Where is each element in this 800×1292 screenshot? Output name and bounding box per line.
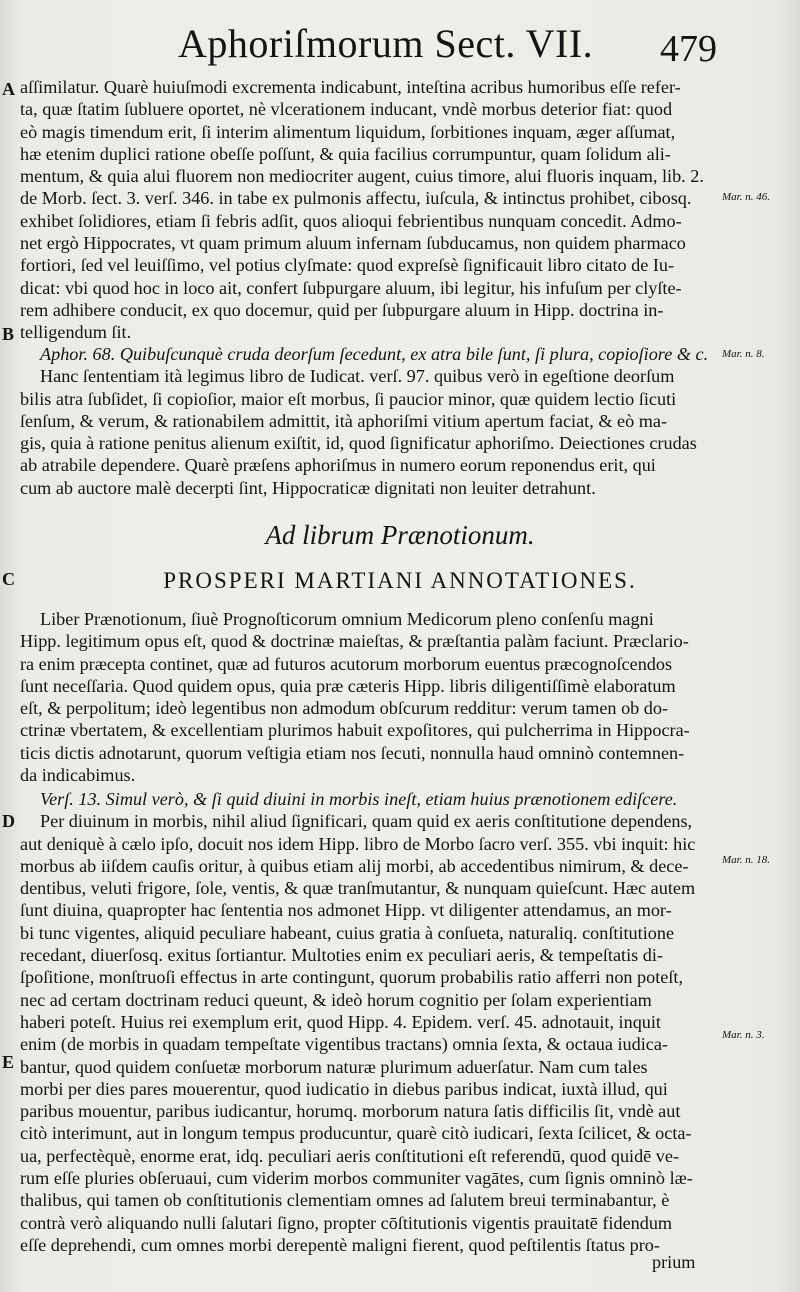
- text-line: ſunt neceſſaria. Quod quidem opus, quia præ cæteris Hipp. libris diligentiſſimè elaboratum: [20, 675, 676, 696]
- text-line: Liber Prænotionum, ſiuè Prognoſticorum omnium Medicorum pleno conſenſu magni: [40, 609, 654, 629]
- aphorism-68-commentary: [20, 343, 712, 499]
- text-line: eò magis timendum erit, ſi interim alimentum liquidum, ſorbitiones inquam, æger aſſumat,: [20, 121, 676, 142]
- text-line: ra enim præcepta continet, quæ ad futuros acutorum morborum euentus præcognoſcendos: [20, 653, 673, 674]
- text-line: ctrinæ vbertatem, & excellentiam plurimos habuit expoſitores, qui pulcherrima in Hippocra-: [20, 720, 690, 741]
- text-line: dicat: vbi quod hoc in loco ait, confert ſubpurgare aluum, ibi legitur, his infuſum per clyſte-: [20, 277, 682, 298]
- margin-note: Mar. n. 3.: [722, 1029, 765, 1041]
- margin-note: Mar. n. 46.: [722, 191, 770, 203]
- text-line: eſſe deprehendi, cum omnes morbi derepentè maligni fierent, quod peſtilentis ſtatus pro-: [20, 1234, 660, 1255]
- text-line: bilis atra ſubſidet, ſi copioſior, maior eſt morbus, ſi paucior minor, quæ quidem lectio ſicuti: [20, 388, 677, 409]
- text-line: aut deniquè à cælo ipſo, docuit nos idem Hipp. libro de Morbo ſacro verſ. 355. vbi inquit: hic: [20, 833, 696, 854]
- text-line: de Morb. ſect. 3. verſ. 346. in tabe ex pulmonis affectu, iuſcula, & intinctus prohibet, cibosq.: [20, 188, 692, 209]
- lemma-label: Aphor. 68.: [40, 344, 116, 364]
- text-line: Hipp. legitimum opus eſt, quod & doctrinæ maieſtas, & præſtantia palàm faciunt. Præclario-: [20, 631, 689, 652]
- margin-letter-b: B: [2, 324, 15, 344]
- lemma-label: Verſ. 13.: [40, 789, 102, 809]
- text-line: bantur, quod quidem conſuetæ morborum naturæ plurimum aduerſatur. Nam cum tales: [20, 1056, 648, 1077]
- text-line: haberi poteſt. Huius rei exemplum erit, quod Hipp. 4. Epidem. verſ. 45. adnotauit, inquit: [20, 1011, 661, 1032]
- text-line: thalibus, qui tamen ob conſtitutionis clementiam omnes ad ſalutem breui terminabantur, è: [20, 1190, 670, 1211]
- text-line: nec ad certam doctrinam reduci queunt, & ideò horum cognitio per ſolam experientiam: [20, 989, 652, 1010]
- lemma-text: Quibuſcunquè cruda deorſum ſecedunt, ex atra bile ſunt, ſi plura, copioſiore & c.: [119, 344, 709, 364]
- text-line: eſt, & perpolitum; ideò legentibus non admodum obſcurum redditur: verum tamen ob do-: [20, 698, 669, 719]
- margin-letter-c: C: [2, 569, 15, 589]
- text-line: rum eſſe pluries obſeruaui, cum viderim morbos communiter vagātes, cum ſignis omninò læ-: [20, 1168, 693, 1189]
- text-line: recedant, diuerſosq. exitus ſortiantur. Multoties enim ex peculiari aeris, & tempeſtatis di-: [20, 945, 663, 966]
- text-line: morbi per dies pares mouerentur, quod iudicatio in diebus paribus indicat, iuxtà illud, qui: [20, 1078, 668, 1099]
- text-line: rem adhibere conducit, ex quo docemur, quid per ſubpurgare aluum in Hipp. doctrina in-: [20, 299, 664, 320]
- text-line: ta, quæ ſtatim ſubluere oportet, nè vlcerationem inducant, vndè morbus deterior fiat: quod: [20, 99, 673, 120]
- text-line: ſpoſitione, monſtruoſi effectus in arte contingunt, quorum probabilis ratio afferri non poteſt,: [20, 967, 684, 988]
- text-line: exhibet ſolidiores, etiam ſi febris adſit, quos alioqui febrientibus nunquam concedit. Admo-: [20, 210, 682, 231]
- text-line: hæ etenim duplici ratione obeſſe poſſunt, & quia facilius corrumpuntur, quam ſolidum ali-: [20, 143, 671, 164]
- text-line: Hanc ſententiam ità legimus libro de Iudicat. verſ. 97. quibus verò in egeſtione deorſum: [40, 366, 675, 387]
- running-title: Aphoriſmorum Sect. VII.: [178, 21, 594, 66]
- text-line: citò interimunt, aut in longum tempus producuntur, quarè citò iudicari, ſexta ſcilicet, & octa-: [20, 1123, 692, 1144]
- margin-note: Mar. n. 8.: [722, 348, 765, 360]
- page-number: 479: [660, 28, 717, 70]
- text-line: aſſimilatur. Quarè huiuſmodi excrementa indicabunt, inteſtina acribus humoribus eſſe refer-: [20, 77, 681, 97]
- running-head: [0, 18, 800, 70]
- text-line: mentum, & quia alui fluorem non mediocriter augent, cuius timore, alui fluoris inquam, lib. 2.: [20, 166, 704, 187]
- text-line: telligendum ſit.: [20, 322, 132, 343]
- text-line: net ergò Hippocrates, vt quam primum aluum infernam ſubducamus, non quidem pharmaco: [20, 233, 686, 254]
- text-line: da indicabimus.: [20, 765, 136, 786]
- catchword: prium: [652, 1252, 696, 1272]
- margin-letter-e: E: [2, 1052, 15, 1072]
- lemma-line: [20, 343, 712, 365]
- text-line: ab atrabile dependere. Quarè præſens aphoriſmus in numero eorum reponendus erit, qui: [20, 455, 656, 476]
- margin-letter-d: D: [2, 811, 15, 831]
- text-line: contrà verò aliquando nulli ſalutari ſigno, propter cōſtitutionis vigentis prauitatē fidendum: [20, 1212, 673, 1233]
- section-heading: Ad librum Prænotionum.: [265, 520, 535, 550]
- lemma-text: Simul verò, & ſi quid diuini in morbis ineſt, etiam huius prænotionem ediſcere.: [105, 789, 678, 809]
- preface-paragraph: [20, 608, 712, 786]
- verse-13-commentary: [20, 788, 712, 1256]
- text-line: paribus mouentur, paribus iudicantur, horumq. morborum natura ſatis difficilis ſit, vndè aut: [20, 1101, 681, 1122]
- text-line: gis, quia à ratione penitus alienum exiſtit, id, quod ſignificatur aphoriſmo. Deiectiones crudas: [20, 433, 697, 454]
- margin-letter-a: A: [2, 79, 15, 99]
- text-line: Per diuinum in morbis, nihil aliud ſignificari, quam quid ex aeris conſtitutione dependens,: [40, 811, 693, 832]
- text-line: enim (de morbis in quadam tempeſtate vigentibus tractans) omnia ſexta, & octaua iudica-: [20, 1034, 668, 1055]
- text-line: ſenſum, & verum, & rationabilem admittit, ità aphoriſmi vitium apertum faciat, & eò ma-: [20, 410, 668, 431]
- text-line: ua, perfectèquè, enorme erat, idq. peculiari aeris conſtitutioni eſt referendū, quod quidē ve-: [20, 1145, 680, 1166]
- text-line: fortiori, ſed vel leuiſſimo, vel potius clyſmate: quod expreſsè ſignificauit libro citato de Iu-: [20, 255, 675, 276]
- lemma-line: [20, 788, 712, 810]
- text-line: bi tunc vigentes, aliquid peculiare habeant, cuius gratia à conſueta, naturaliq. conſtitutione: [20, 922, 675, 943]
- text-line: cum ab auctore malè decerpti ſint, Hippocraticæ dignitati non leuiter detrahunt.: [20, 477, 596, 498]
- paragraph-continuation: [20, 76, 712, 344]
- text-line: dentibus, veluti frigore, ſole, ventis, & quæ tranſmutantur, & nunquam quieſcunt. Hæc autem: [20, 878, 696, 899]
- margin-note: Mar. n. 18.: [722, 854, 770, 866]
- text-line: ticis dictis adnotarunt, quorum veſtigia etiam nos ſecuti, nonnulla haud omninò contemnen-: [20, 742, 685, 763]
- text-line: morbus ab iiſdem cauſis oritur, à quibus etiam alij morbi, ab accedentibus nimirum, & dece-: [20, 855, 689, 876]
- text-line: ſunt diuina, quapropter hac ſententia nos admonet Hipp. vt diligenter attendamus, an mor-: [20, 900, 672, 921]
- annotations-heading: PROSPERI MARTIANI ANNOTATIONES.: [163, 568, 637, 593]
